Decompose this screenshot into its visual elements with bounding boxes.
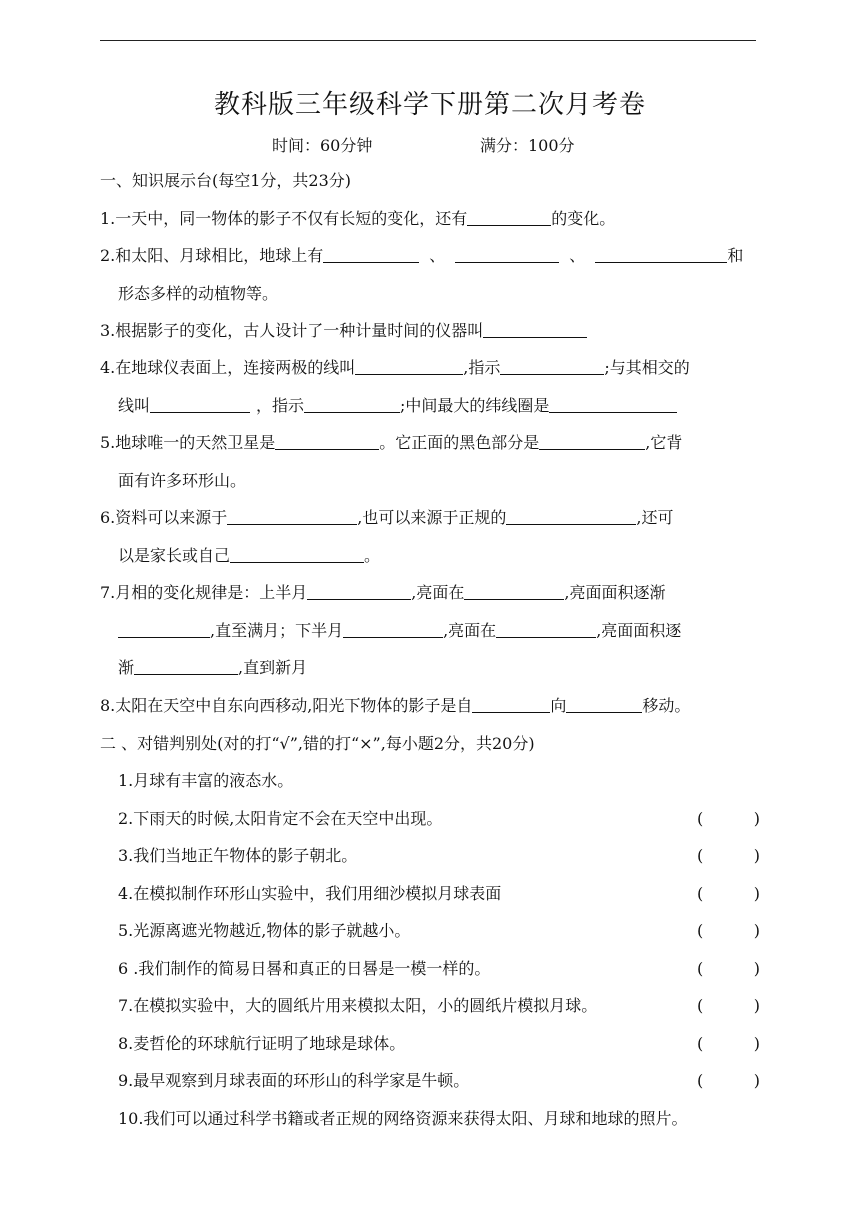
tf-item-10: 10.我们可以通过科学书籍或者正规的网络资源来获得太阳、月球和地球的照片。 [118, 1109, 688, 1128]
answer-blank[interactable] [118, 621, 210, 638]
question-6-text-b: ,也可以来源于正规的 [357, 508, 507, 527]
paren-close: ) [753, 959, 760, 978]
tf-item-7: 7.在模拟实验中，大的圆纸片用来模拟太阳，小的圆纸片模拟月球。 [118, 996, 598, 1015]
question-7-text-g: 渐 [118, 658, 135, 677]
exam-score: 满分：100分 [480, 136, 575, 155]
question-7-text-e: ,亮面在 [443, 621, 497, 640]
tf-item-3: 3.我们当地正午物体的影子朝北。 [118, 846, 358, 865]
page-title: 教科版三年级科学下册第二次月考卷 [213, 90, 646, 120]
section-2-heading: 二 、对错判别处(对的打“√”,错的打“×”,每小题2分，共20分) [100, 734, 535, 753]
question-8-text-b: 向 [550, 696, 567, 715]
question-5-text-c: ,它背 [645, 433, 683, 452]
answer-blank[interactable] [566, 696, 642, 713]
question-7-text-c: ,亮面面积逐渐 [564, 583, 666, 602]
paren-close: ) [753, 846, 760, 865]
question-5-text-b: 。它正面的黑色部分是 [379, 433, 540, 452]
answer-blank[interactable] [472, 696, 550, 713]
separator: 、 [569, 246, 586, 265]
answer-parentheses[interactable] [697, 884, 760, 903]
question-4-text-d: 线叫 [118, 396, 151, 415]
question-8 [100, 696, 690, 716]
paren-close: ) [753, 921, 760, 940]
paren-close: ) [753, 1071, 760, 1090]
tf-item-6: 6 .我们制作的简易日晷和真正的日晷是一模一样的。 [118, 959, 491, 978]
question-5 [100, 433, 682, 453]
question-4-text-f: ;中间最大的纬线圈是 [400, 396, 550, 415]
paren-open: ( [697, 996, 704, 1015]
question-6-text-e: 。 [364, 546, 381, 565]
paren-open: ( [697, 846, 704, 865]
separator: 、 [429, 246, 446, 265]
question-6-text: 6.资料可以来源于 [100, 508, 228, 527]
question-1 [100, 209, 615, 229]
question-1-tail: 的变化。 [551, 209, 616, 228]
question-4 [100, 358, 690, 378]
tf-item-1: 1.月球有丰富的液态水。 [118, 771, 294, 790]
question-7-text-f: ,亮面面积逐 [596, 621, 682, 640]
answer-blank[interactable] [595, 246, 727, 263]
answer-blank[interactable] [304, 396, 400, 413]
question-6 [100, 508, 673, 528]
answer-parentheses[interactable] [697, 1034, 760, 1053]
tf-item-8: 8.麦哲伦的环球航行证明了地球是球体。 [118, 1034, 406, 1053]
answer-blank[interactable] [464, 583, 564, 600]
question-4-cont [118, 396, 677, 416]
paren-close: ) [753, 809, 760, 828]
answer-blank[interactable] [483, 321, 587, 338]
question-1-text: 1.一天中，同一物体的影子不仅有长短的变化，还有 [100, 209, 468, 228]
question-7-text-h: ,直到新月 [238, 658, 308, 677]
paren-close: ) [753, 996, 760, 1015]
answer-blank[interactable] [227, 508, 357, 525]
answer-parentheses[interactable] [697, 996, 760, 1015]
answer-blank[interactable] [539, 433, 645, 450]
question-6-text-c: ,还可 [636, 508, 674, 527]
paren-open: ( [697, 921, 704, 940]
answer-blank[interactable] [343, 621, 443, 638]
tf-item-4: 4.在模拟制作环形山实验中，我们用细沙模拟月球表面 [118, 884, 502, 903]
answer-parentheses[interactable] [697, 809, 760, 828]
header-rule [100, 40, 756, 41]
answer-parentheses[interactable] [697, 959, 760, 978]
paren-open: ( [697, 1071, 704, 1090]
answer-blank[interactable] [506, 508, 636, 525]
answer-parentheses[interactable] [697, 921, 760, 940]
answer-parentheses[interactable] [697, 846, 760, 865]
question-6-cont [118, 546, 380, 566]
question-7-cont [118, 621, 681, 641]
section-1-heading: 一、知识展示台(每空1分，共23分) [100, 171, 352, 190]
question-8-text-c: 移动。 [642, 696, 691, 715]
paren-open: ( [697, 809, 704, 828]
tf-item-5: 5.光源离遮光物越近,物体的影子就越小。 [118, 921, 411, 940]
answer-blank[interactable] [323, 246, 419, 263]
answer-blank[interactable] [467, 209, 551, 226]
answer-blank[interactable] [150, 396, 250, 413]
paren-close: ) [753, 1034, 760, 1053]
question-7 [100, 583, 665, 603]
tf-item-2: 2.下雨天的时候,太阳肯定不会在天空中出现。 [118, 809, 443, 828]
answer-blank[interactable] [455, 246, 559, 263]
answer-blank[interactable] [307, 583, 411, 600]
question-3 [100, 321, 587, 341]
question-7-text: 7.月相的变化规律是：上半月 [100, 583, 308, 602]
question-2-text: 2.和太阳、月球相比，地球上有 [100, 246, 324, 265]
answer-blank[interactable] [500, 358, 604, 375]
question-3-text: 3.根据影子的变化，古人设计了一种计量时间的仪器叫 [100, 321, 484, 340]
question-7-text-b: ,亮面在 [411, 583, 465, 602]
question-2-cont: 形态多样的动植物等。 [118, 284, 279, 303]
answer-blank[interactable] [355, 358, 463, 375]
question-5-text: 5.地球唯一的天然卫星是 [100, 433, 276, 452]
answer-blank[interactable] [230, 546, 364, 563]
paren-open: ( [697, 959, 704, 978]
paren-open: ( [697, 1034, 704, 1053]
question-6-text-d: 以是家长或自己 [118, 546, 231, 565]
question-2-tail: 和 [727, 246, 744, 265]
answer-blank[interactable] [275, 433, 379, 450]
question-7-text-d: ,直至满月；下半月 [210, 621, 344, 640]
answer-blank[interactable] [496, 621, 596, 638]
question-8-text: 8.太阳在天空中自东向西移动,阳光下物体的影子是自 [100, 696, 473, 715]
answer-blank[interactable] [549, 396, 677, 413]
question-4-text-b: ,指示 [463, 358, 501, 377]
question-7-cont2 [118, 658, 307, 678]
answer-parentheses[interactable] [697, 1071, 760, 1090]
exam-time: 时间：60分钟 [272, 136, 373, 155]
paren-open: ( [697, 884, 704, 903]
answer-blank[interactable] [134, 658, 238, 675]
question-4-text-c: ;与其相交的 [604, 358, 690, 377]
paren-close: ) [753, 884, 760, 903]
question-4-text: 4.在地球仪表面上，连接两极的线叫 [100, 358, 356, 377]
question-2 [100, 246, 743, 266]
question-4-text-e: ，指示 [256, 396, 305, 415]
question-5-cont: 面有许多环形山。 [118, 471, 247, 490]
tf-item-9: 9.最早观察到月球表面的环形山的科学家是牛顿。 [118, 1071, 470, 1090]
